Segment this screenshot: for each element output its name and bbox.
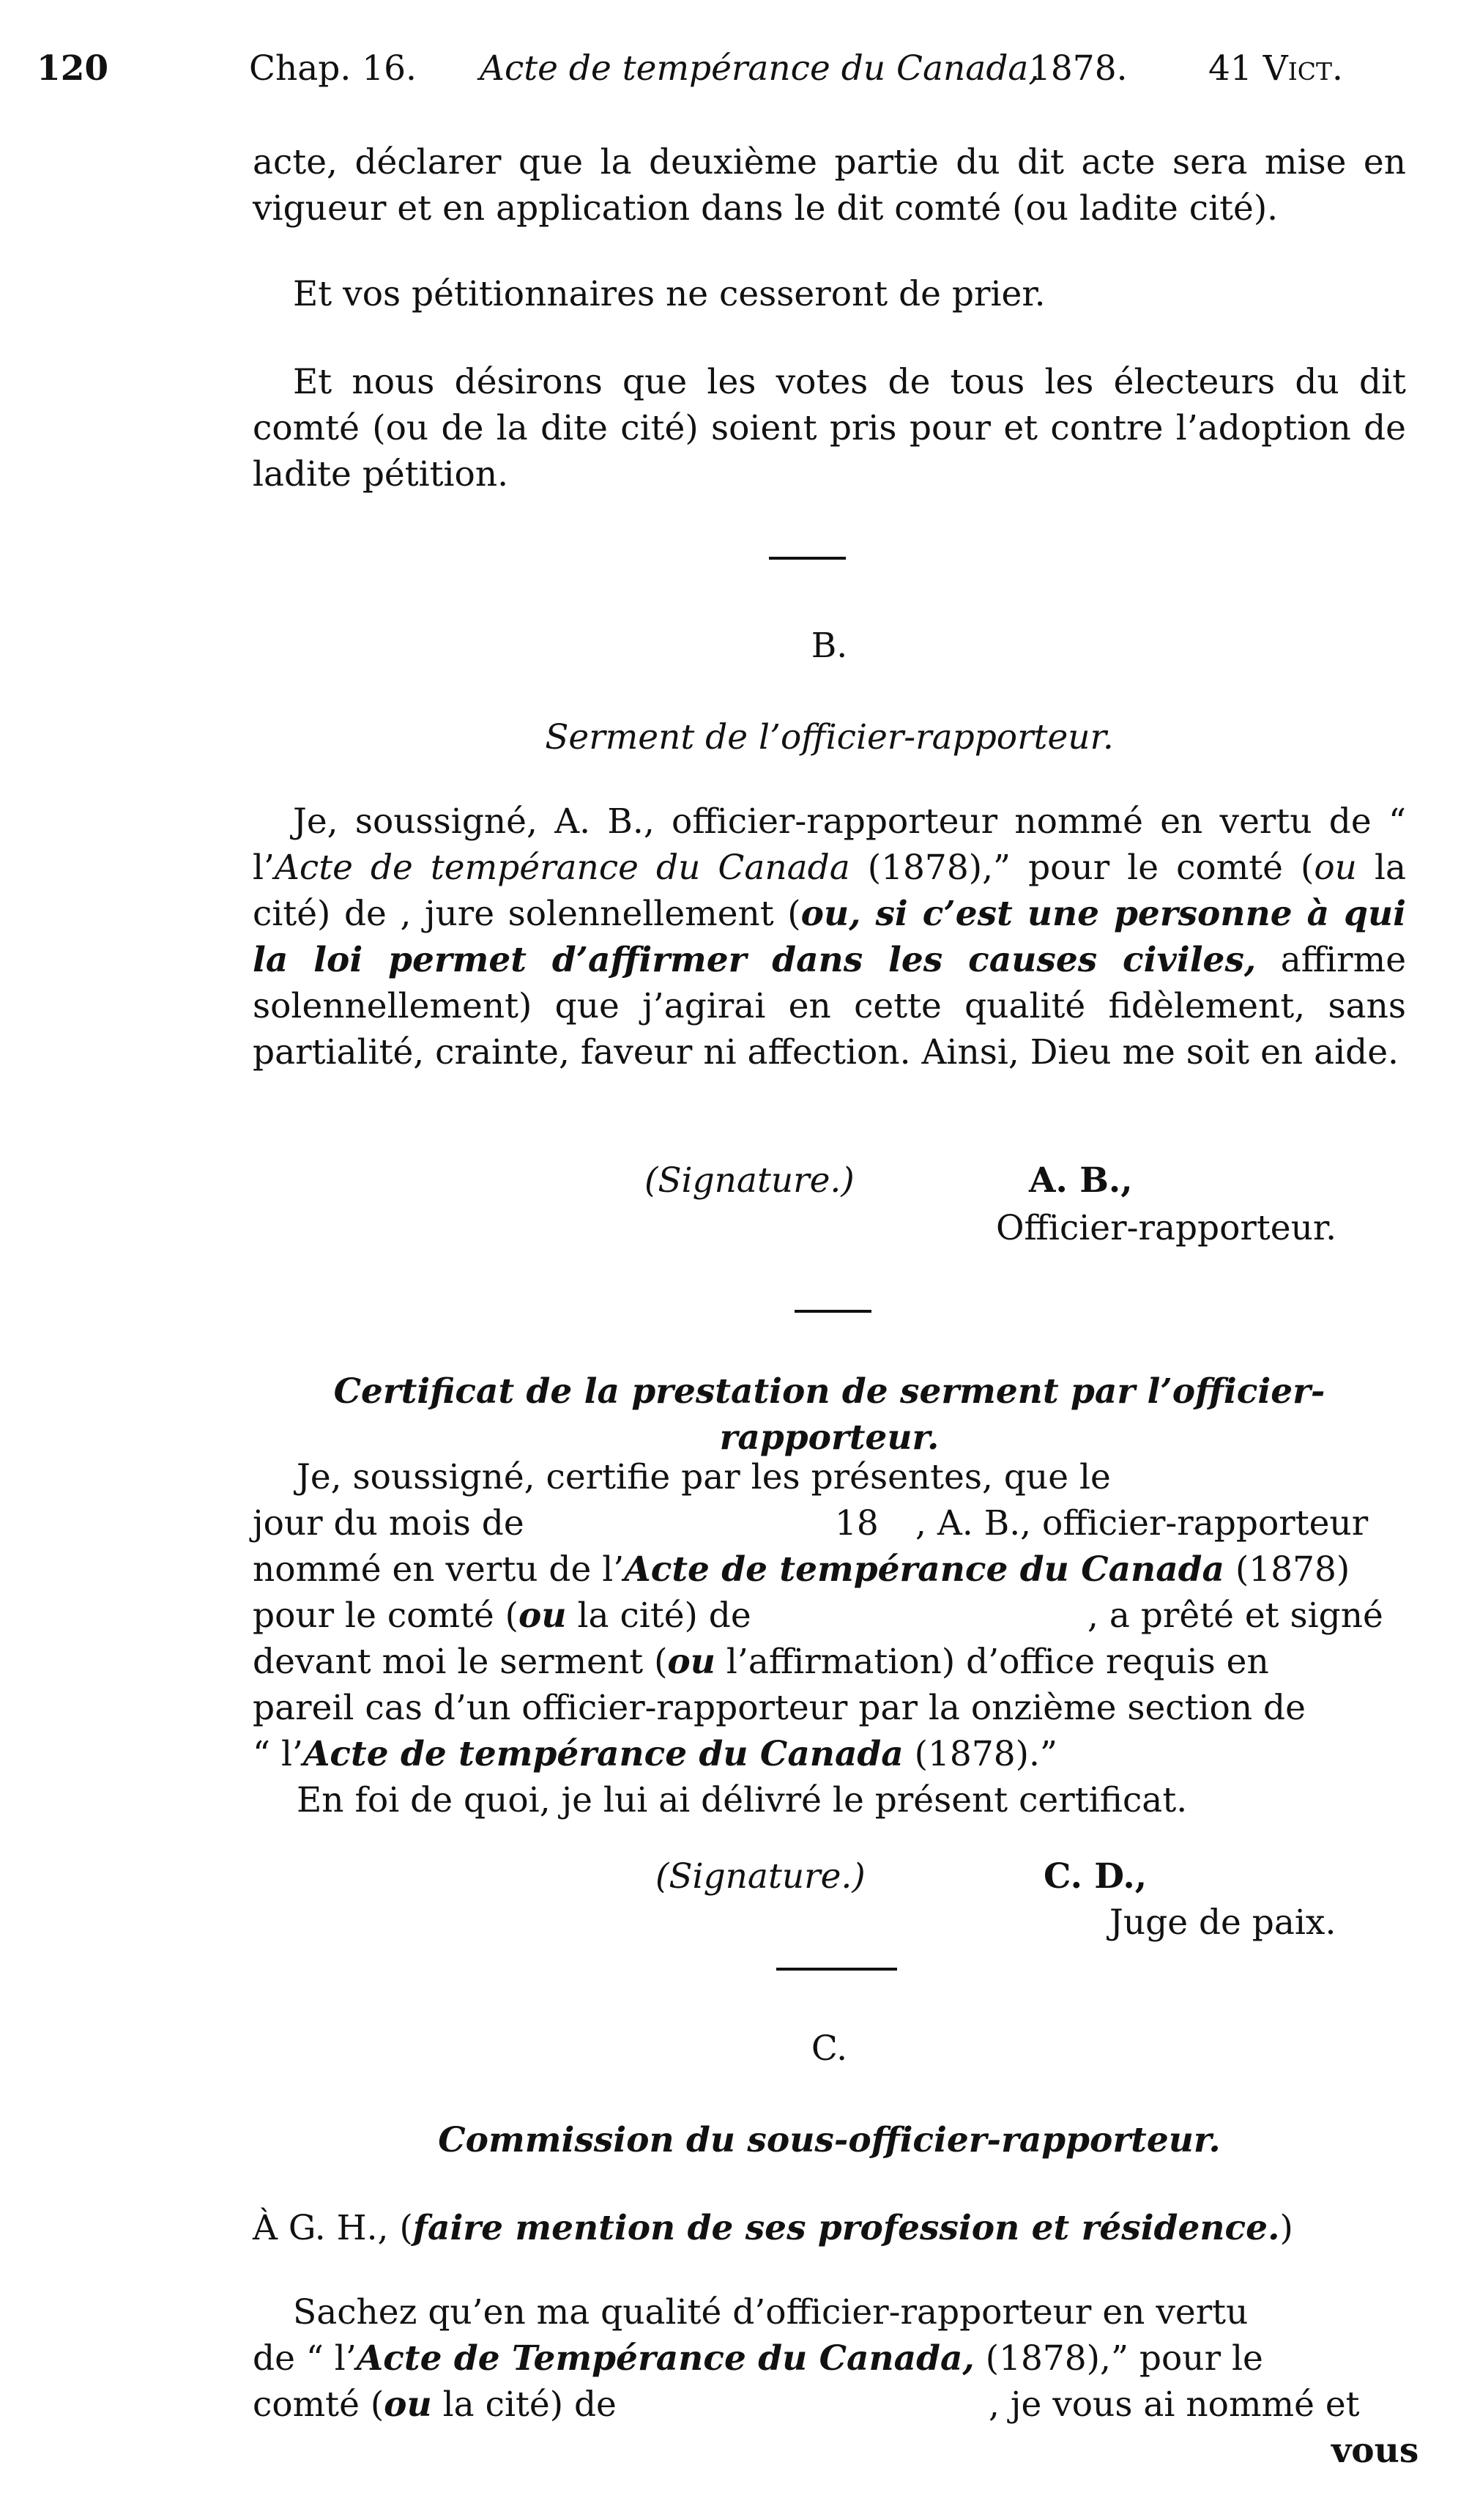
certificate-text: (1878).”: [903, 1734, 1057, 1774]
certificate-text: nommé en vertu de l’: [253, 1549, 625, 1590]
certificate-ou: ou: [667, 1642, 715, 1682]
commission-addressee: [253, 2205, 1293, 2251]
commission-text: comté (: [253, 2384, 384, 2425]
section-divider: [795, 1310, 871, 1313]
oath-text: Je, soussigné, A. B., officier-rapporteur nommé en vertu de “ l’: [253, 801, 1406, 888]
signature-label: (Signature.): [644, 1160, 855, 1201]
oath-text: la cité) de , jure solennellement (: [253, 848, 1406, 934]
certificate-line: [253, 1731, 1057, 1777]
section-c-heading: Commission du sous-officier-rapporteur.: [438, 2120, 1221, 2160]
certificate-line: , a prêté et signé: [1087, 1596, 1383, 1636]
section-b-heading: Serment de l’officier-rapporteur.: [545, 717, 1114, 757]
addressee-note: faire mention de ses profession et résidence.: [412, 2208, 1280, 2248]
act-year: 1878.: [1029, 48, 1128, 89]
oath-text: (1878),” pour le comté (: [849, 848, 1314, 888]
signer-title: Juge de paix.: [1109, 1902, 1336, 1943]
certificate-text: l’affirmation) d’office requis en: [715, 1642, 1269, 1682]
chapter-label: Chap. 16.: [249, 48, 417, 89]
running-header: [37, 48, 1413, 100]
regnal-year: 41 Vict.: [1208, 48, 1343, 89]
certificate-text: devant moi le serment (: [253, 1642, 668, 1682]
certificate-heading: Certificat de la prestation de serment par l’officier-rapporteur.: [333, 1371, 1325, 1458]
oath-affirm-note: ou, si c’est une personne à qui la loi permet d’affirmer dans les causes civiles,: [253, 894, 1406, 980]
intro-paragraph-1: acte, déclarer que la deuxième partie du dit acte sera mise en vigueur et en application dans le dit comté (ou ladite cité).: [253, 142, 1406, 229]
certificate-ou: ou: [518, 1596, 567, 1636]
commission-line: [253, 2335, 1406, 2382]
oath-paragraph: [253, 798, 1406, 1075]
certificate-act-title: Acte de tempérance du Canada: [624, 1549, 1225, 1590]
certificate-line: Je, soussigné, certifie par les présentes, que le: [297, 1457, 1111, 1497]
catchword: vous: [1331, 2431, 1419, 2471]
commission-text: de “ l’: [253, 2338, 357, 2379]
certificate-text: pour le comté (: [253, 1596, 519, 1636]
certificate-line: jour du mois de: [253, 1503, 524, 1544]
oath-text: affirme solennellement) que j’agirai en cette qualité fidèlement, sans partialité, crainte, faveur ni affection. Ainsi, Dieu me soit en aide.: [253, 940, 1407, 1072]
oath-act-title: Acte de tempérance du Canada: [274, 848, 850, 888]
commission-line: [253, 2382, 617, 2428]
certificate-line: [253, 1593, 751, 1639]
commission-text: la cité) de: [431, 2384, 617, 2425]
certificate-text: (1878): [1224, 1549, 1350, 1590]
signature-label: (Signature.): [655, 1856, 866, 1897]
intro-paragraph-3: Et nous désirons que les votes de tous les électeurs du dit comté (ou de la dite cité) soient pris pour et contre l’adoption de ladite pétition.: [253, 362, 1406, 494]
section-c-letter: C.: [811, 2028, 848, 2069]
commission-line: Sachez qu’en ma qualité d’officier-rapporteur en vertu: [293, 2292, 1249, 2332]
section-divider: [769, 557, 846, 560]
section-divider: [776, 1968, 897, 1971]
certificate-line: En foi de quoi, je lui ai délivré le présent certificat.: [297, 1780, 1188, 1820]
signer-title: Officier-rapporteur.: [996, 1208, 1337, 1248]
certificate-text: la cité) de: [566, 1596, 751, 1636]
page-number: 120: [37, 48, 109, 89]
certificate-line: pareil cas d’un officier-rapporteur par la onzième section de: [253, 1688, 1306, 1728]
certificate-line: [253, 1639, 1406, 1685]
addressee-text: ): [1279, 2208, 1293, 2248]
oath-ou: ou: [1314, 848, 1357, 888]
intro-paragraph-2: Et vos pétitionnaires ne cesseront de prier.: [293, 274, 1046, 314]
signer-name: C. D.,: [1044, 1856, 1148, 1897]
addressee-text: À G. H., (: [253, 2208, 413, 2248]
section-b-letter: B.: [811, 626, 848, 666]
commission-line: , je vous ai nommé et: [989, 2384, 1360, 2425]
act-title: Acte de tempérance du Canada,: [480, 48, 1040, 89]
certificate-line: [253, 1546, 1406, 1593]
commission-text: (1878),” pour le: [974, 2338, 1263, 2379]
signer-name: A. B.,: [1029, 1160, 1133, 1201]
commission-act-title: Acte de Tempérance du Canada,: [356, 2338, 975, 2379]
commission-ou: ou: [384, 2384, 432, 2425]
certificate-year-prefix: 18: [835, 1503, 879, 1544]
certificate-act-title: Acte de tempérance du Canada: [302, 1734, 904, 1774]
certificate-text: “ l’: [253, 1734, 303, 1774]
certificate-line: , A. B., officier-rapporteur: [915, 1503, 1369, 1544]
